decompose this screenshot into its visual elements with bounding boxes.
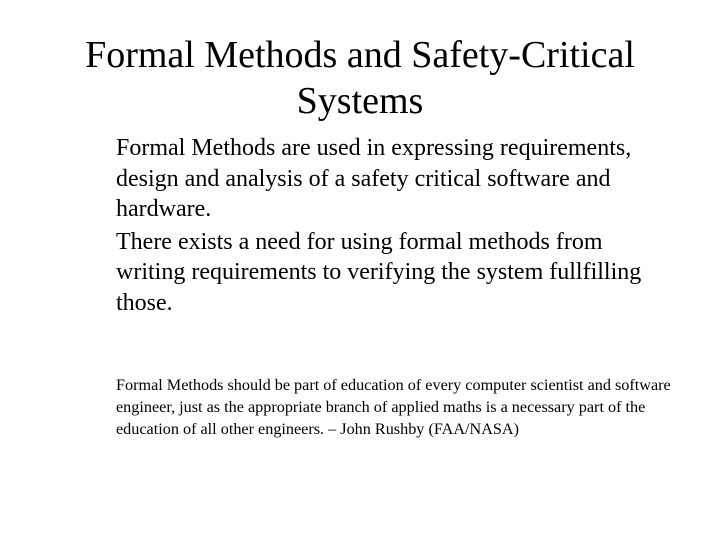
slide-title-line-2: Systems	[296, 80, 424, 122]
slide-title	[40, 32, 680, 124]
quote-text: Formal Methods should be part of education of every computer scientist and software engineer, just as the appropriate branch of applied maths is a necessary part of the education of all other engineers. – John Rushby (FAA/NASA)	[116, 376, 671, 438]
bullet-item: Formal Methods are used in expressing requirements, design and analysis of a safety critical software and hardware.	[116, 135, 632, 222]
bullet-list	[116, 133, 676, 318]
bullet-item: There exists a need for using formal methods from writing requirements to verifying the system fullfilling those.	[116, 228, 642, 316]
slide-title-line-1: Formal Methods and Safety-Critical	[85, 34, 635, 76]
